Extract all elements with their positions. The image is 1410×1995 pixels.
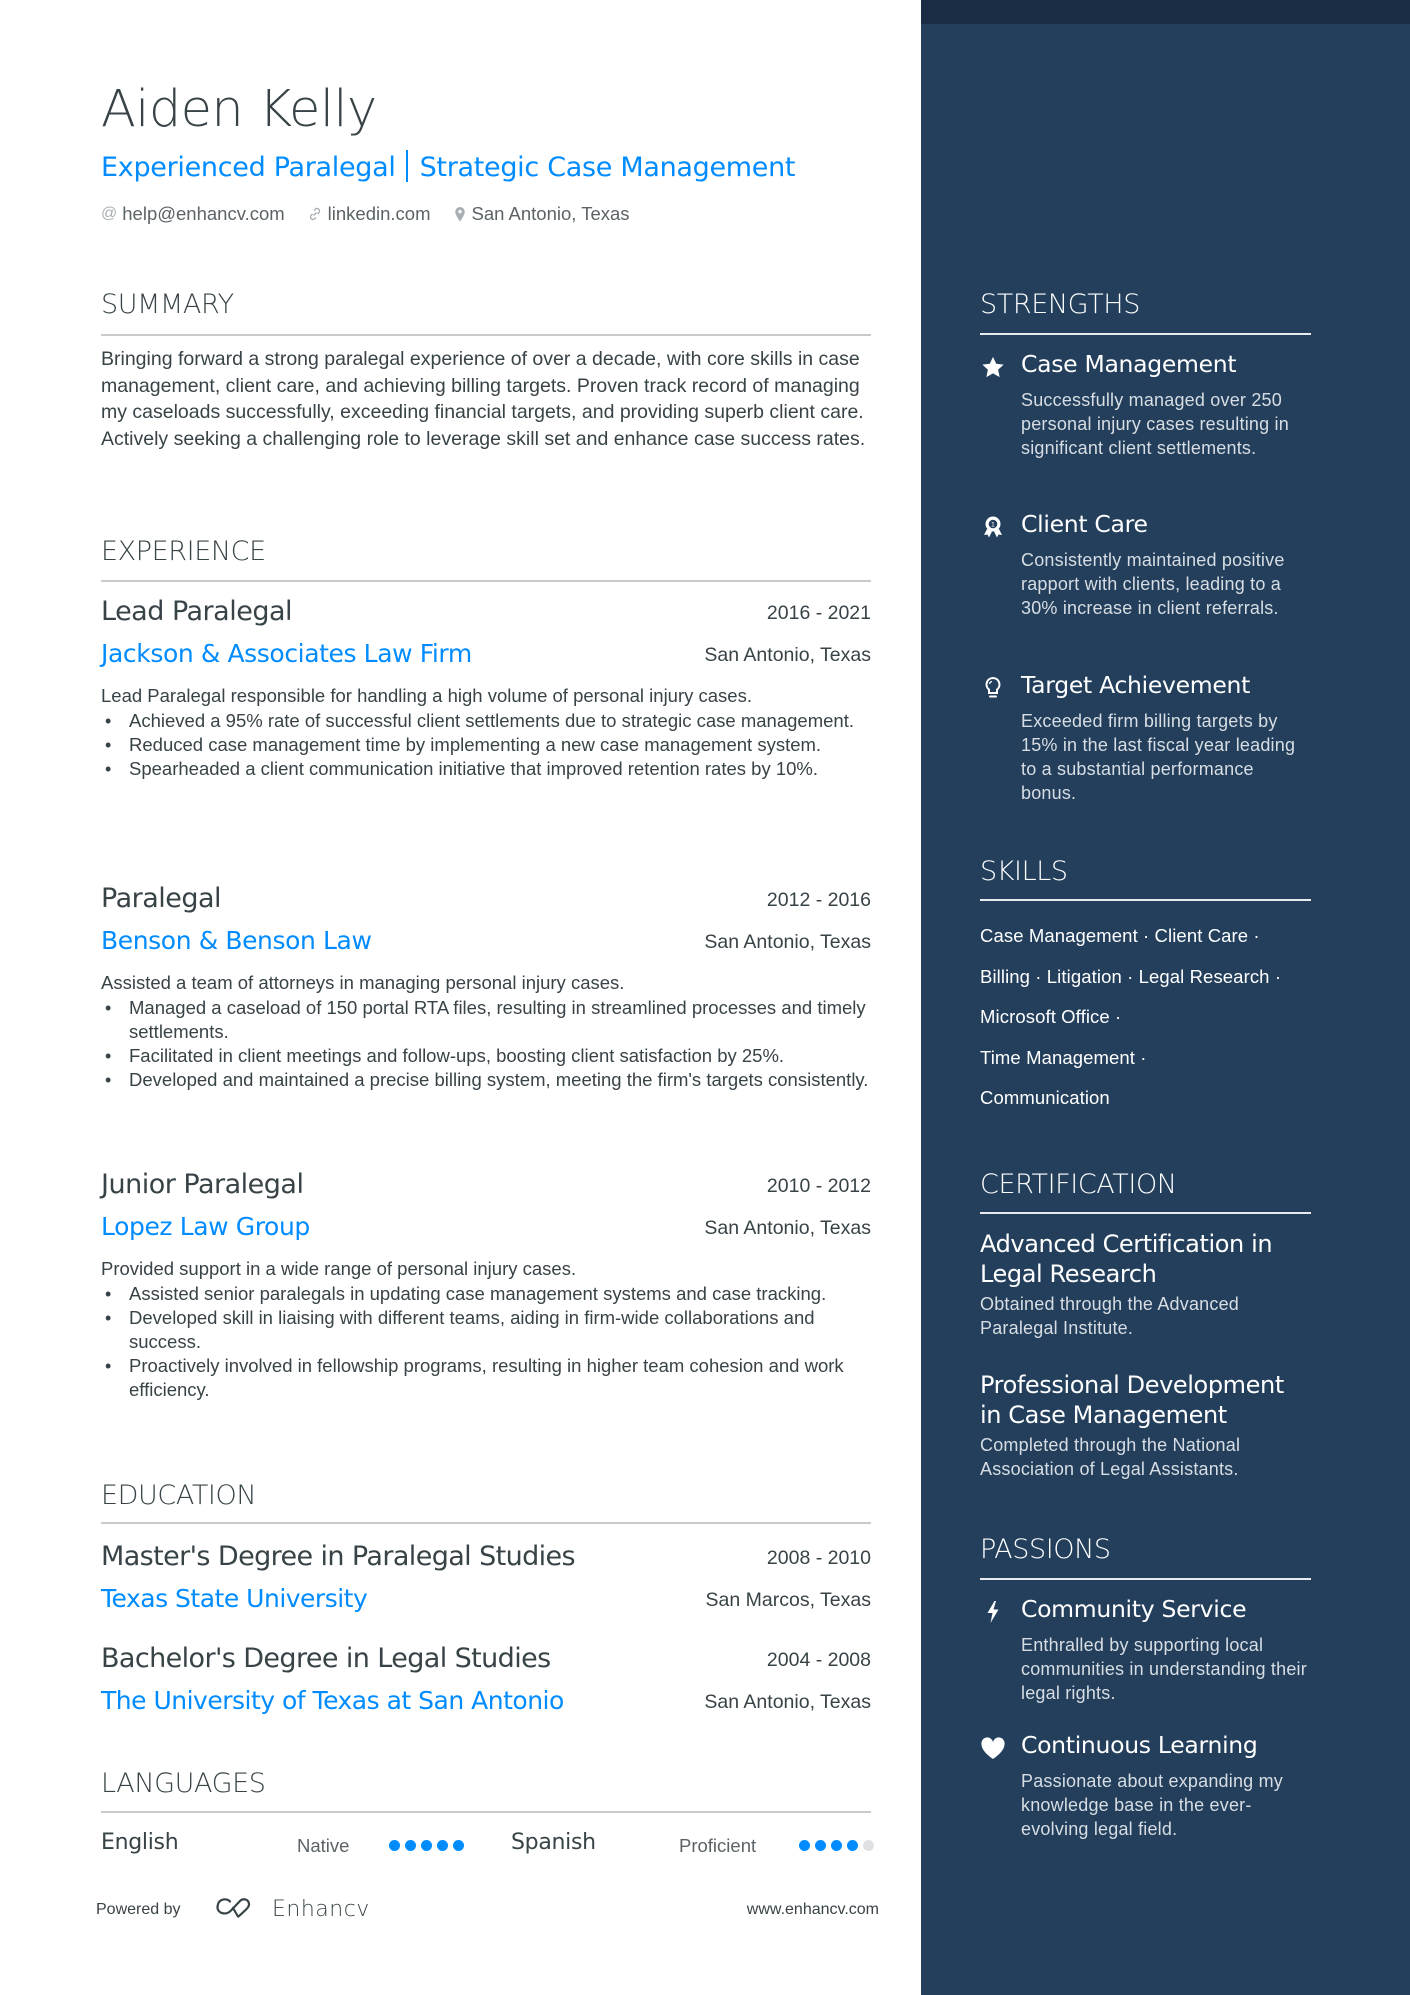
job-bullet: • Developed and maintained a precise billing system, meeting the firm's targets consistently. xyxy=(101,1068,871,1092)
contact-email[interactable] xyxy=(101,203,285,225)
website-link[interactable]: www.enhancv.com xyxy=(746,1901,879,1918)
svg-text:1: 1 xyxy=(990,520,996,529)
strength-title: Client Care xyxy=(1021,510,1148,538)
link-icon xyxy=(307,206,323,222)
job-bullet: • Facilitated in client meetings and follow-ups, boosting client satisfaction by 25%. xyxy=(101,1044,871,1068)
job-company[interactable]: Jackson & Associates Law Firm xyxy=(101,639,472,668)
headline-part-1: Experienced Paralegal xyxy=(101,152,396,183)
skills-line: Communication xyxy=(980,1087,1110,1108)
job-bullet: • Reduced case management time by implementing a new case management system. xyxy=(101,733,871,757)
enhancv-logo[interactable] xyxy=(214,1895,370,1924)
headline-part-2: Strategic Case Management xyxy=(419,152,796,183)
language-rating xyxy=(389,1840,464,1851)
job-company[interactable]: Benson & Benson Law xyxy=(101,926,372,955)
edu-dates: 2004 - 2008 xyxy=(766,1649,871,1671)
edu-school[interactable]: The University of Texas at San Antonio xyxy=(101,1686,564,1715)
job-bullet: • Spearheaded a client communication initiative that improved retention rates by 10%. xyxy=(101,757,871,781)
certification-text: Completed through the National Association of Legal Assistants. xyxy=(980,1435,1241,1479)
rating-dot-filled xyxy=(799,1840,810,1851)
languages-heading-text: LANGUAGES xyxy=(101,1768,266,1799)
job-dates: 2012 - 2016 xyxy=(766,889,871,911)
strength-text: Successfully managed over 250 personal injury cases resulting in significant client settlements. xyxy=(1021,390,1289,458)
passions-divider xyxy=(980,1578,1311,1580)
job-description: Provided support in a wide range of personal injury cases. xyxy=(101,1258,577,1279)
candidate-name: Aiden Kelly xyxy=(101,80,377,139)
rating-dot-empty xyxy=(863,1840,874,1851)
education-heading xyxy=(101,1482,871,1509)
certification-heading xyxy=(980,1171,1311,1198)
edu-degree: Bachelor's Degree in Legal Studies xyxy=(101,1643,551,1674)
rating-dot-filled xyxy=(389,1840,400,1851)
star-icon xyxy=(980,354,1006,380)
passion-text: Passionate about expanding my knowledge base in the ever-evolving legal field. xyxy=(1021,1771,1283,1839)
skills-heading-text: SKILLS xyxy=(980,856,1068,887)
job-bullet: • Managed a caseload of 150 portal RTA files, resulting in streamlined processes and timely settlements. xyxy=(101,996,871,1044)
contact-info xyxy=(101,203,630,225)
location-text: San Antonio, Texas xyxy=(471,203,630,224)
languages-list xyxy=(101,1830,871,1860)
job-bullets xyxy=(101,996,871,1092)
strength-text: Exceeded firm billing targets by 15% in the last fiscal year leading to a substantial performance bonus. xyxy=(1021,711,1296,803)
job-dates: 2010 - 2012 xyxy=(766,1175,871,1197)
certification-title: Professional Development in Case Management xyxy=(980,1371,1284,1429)
summary-heading xyxy=(101,291,871,318)
job-bullet: • Proactively involved in fellowship programs, resulting in higher team cohesion and work efficiency. xyxy=(101,1354,871,1402)
language-level: Native xyxy=(297,1835,350,1856)
lightbulb-icon xyxy=(980,675,1006,701)
job-role: Paralegal xyxy=(101,883,222,914)
heart-icon xyxy=(980,1735,1006,1761)
experience-heading xyxy=(101,538,871,565)
certification-heading-text: CERTIFICATION xyxy=(980,1169,1177,1200)
language-level: Proficient xyxy=(679,1835,757,1856)
edu-school[interactable]: Texas State University xyxy=(101,1584,368,1613)
strengths-heading-text: STRENGTHS xyxy=(980,289,1140,320)
language-item xyxy=(511,1830,871,1860)
sidebar-top-bar xyxy=(921,0,1410,24)
job-role: Junior Paralegal xyxy=(101,1169,304,1200)
rating-dot-filled xyxy=(831,1840,842,1851)
enhancv-logo-icon xyxy=(214,1895,262,1924)
email-text: help@enhancv.com xyxy=(122,203,285,224)
job-description: Assisted a team of attorneys in managing personal injury cases. xyxy=(101,972,625,993)
job-bullet: • Assisted senior paralegals in updating case management systems and case tracking. xyxy=(101,1282,871,1306)
summary-divider xyxy=(101,334,871,336)
certification-divider xyxy=(980,1212,1311,1214)
skills-list xyxy=(980,916,1311,1119)
rating-dot-filled xyxy=(815,1840,826,1851)
language-name: English xyxy=(101,1830,179,1855)
strength-text: Consistently maintained positive rapport with clients, leading to a 30% increase in client referrals. xyxy=(1021,550,1285,618)
experience-heading-text: EXPERIENCE xyxy=(101,536,266,567)
experience-divider xyxy=(101,580,871,582)
passions-heading xyxy=(980,1536,1311,1563)
job-bullets xyxy=(101,1282,871,1402)
strength-title: Target Achievement xyxy=(1021,671,1251,699)
job-location: San Antonio, Texas xyxy=(704,931,871,953)
job-dates: 2016 - 2021 xyxy=(766,602,871,624)
job-role: Lead Paralegal xyxy=(101,596,293,627)
language-rating xyxy=(799,1840,874,1851)
edu-location: San Marcos, Texas xyxy=(705,1589,871,1611)
certification-text: Obtained through the Advanced Paralegal Institute. xyxy=(980,1294,1239,1338)
passion-title: Continuous Learning xyxy=(1021,1731,1258,1759)
skills-line: Microsoft Office · xyxy=(980,1006,1122,1027)
rating-dot-filled xyxy=(405,1840,416,1851)
footer xyxy=(96,1895,879,1925)
headline-divider xyxy=(406,150,408,182)
job-bullets xyxy=(101,709,871,781)
skills-line: Time Management · xyxy=(980,1046,1147,1068)
edu-degree: Master's Degree in Paralegal Studies xyxy=(101,1541,576,1572)
education-heading-text: EDUCATION xyxy=(101,1480,257,1511)
rating-dot-filled xyxy=(437,1840,448,1851)
award-ribbon-icon xyxy=(980,514,1006,540)
job-location: San Antonio, Texas xyxy=(704,1217,871,1239)
languages-divider xyxy=(101,1811,871,1813)
strength-title: Case Management xyxy=(1021,350,1237,378)
summary-heading-text: SUMMARY xyxy=(101,289,234,320)
passion-text: Enthralled by supporting local communities in understanding their legal rights. xyxy=(1021,1635,1307,1703)
skills-line: Billing · Litigation · Legal Research · xyxy=(980,965,1282,987)
skills-divider xyxy=(980,899,1311,901)
rating-dot-filled xyxy=(847,1840,858,1851)
job-description: Lead Paralegal responsible for handling a high volume of personal injury cases. xyxy=(101,685,752,706)
powered-by-label: Powered by xyxy=(96,1901,181,1918)
sidebar xyxy=(921,0,1410,1995)
summary-text: Bringing forward a strong paralegal experience of over a decade, with core skills in case management, client care, and achieving billing targets. Proven track record of managing my caseloads successfully, exceeding financial targets, and providing superb client care. Actively seeking a challenging role to leverage skill set and enhance case success rates. xyxy=(101,348,866,450)
language-name: Spanish xyxy=(511,1830,596,1855)
enhancv-logo-text: Enhancv xyxy=(272,1897,370,1922)
headline xyxy=(101,150,795,182)
job-location: San Antonio, Texas xyxy=(704,644,871,666)
strengths-divider xyxy=(980,333,1311,335)
lightning-bolt-icon xyxy=(980,1599,1006,1625)
skills-heading xyxy=(980,858,1311,885)
at-icon: @ xyxy=(101,205,118,222)
certification-title: Advanced Certification in Legal Research xyxy=(980,1230,1273,1288)
edu-location: San Antonio, Texas xyxy=(704,1691,871,1713)
job-company[interactable]: Lopez Law Group xyxy=(101,1212,310,1241)
contact-location xyxy=(453,203,630,225)
education-divider xyxy=(101,1522,871,1524)
language-item xyxy=(101,1830,461,1860)
certification-item xyxy=(980,1229,1311,1340)
contact-linkedin[interactable] xyxy=(307,203,431,225)
map-pin-icon xyxy=(453,206,467,223)
strengths-heading xyxy=(980,291,1311,318)
edu-dates: 2008 - 2010 xyxy=(766,1547,871,1569)
skills-line: Case Management · Client Care · xyxy=(980,925,1260,946)
job-bullet: • Achieved a 95% rate of successful client settlements due to strategic case management. xyxy=(101,709,871,733)
passion-title: Community Service xyxy=(1021,1595,1247,1623)
languages-heading xyxy=(101,1770,871,1797)
rating-dot-filled xyxy=(421,1840,432,1851)
job-bullet: • Developed skill in liaising with different teams, aiding in firm-wide collaborations and success. xyxy=(101,1306,871,1354)
linkedin-text: linkedin.com xyxy=(327,203,431,224)
rating-dot-filled xyxy=(453,1840,464,1851)
passions-heading-text: PASSIONS xyxy=(980,1534,1111,1565)
certification-item xyxy=(980,1370,1311,1481)
